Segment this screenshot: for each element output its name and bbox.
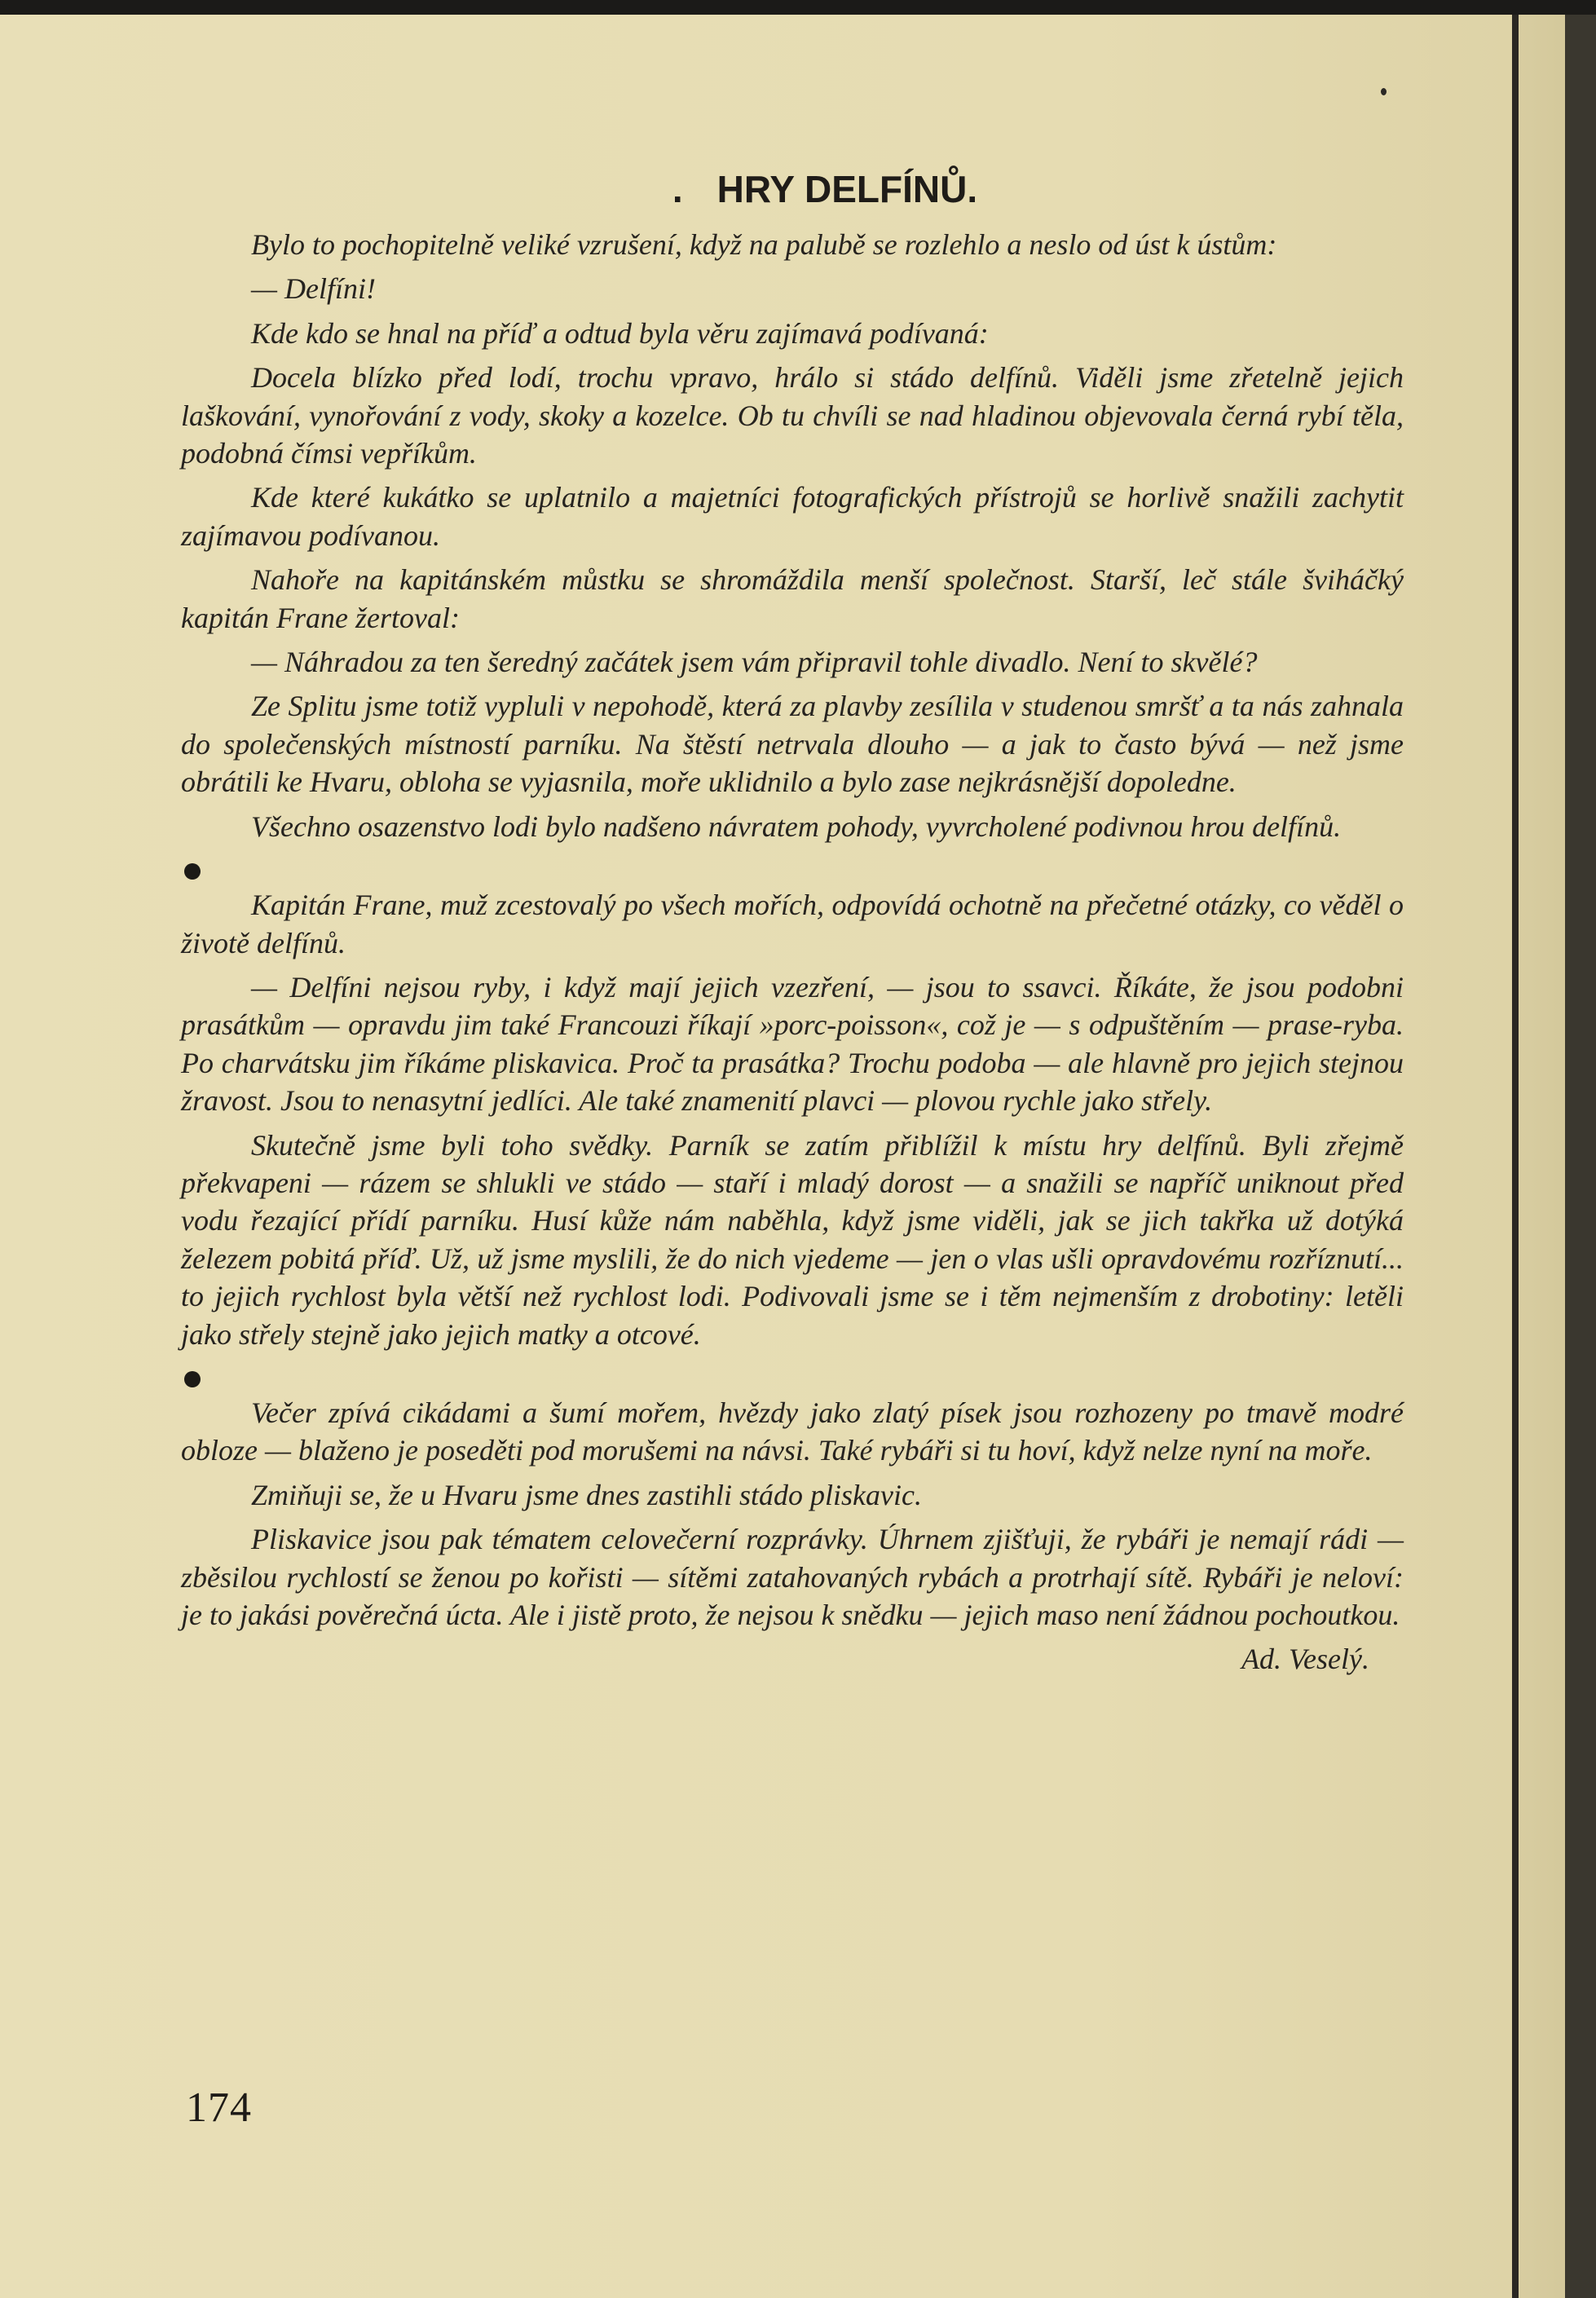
title-text: HRY DELFÍNŮ. bbox=[716, 168, 978, 210]
paragraph: Kde kdo se hnal na příď a odtud byla věru zajímavá podívaná: bbox=[251, 316, 989, 350]
section-bullet-icon bbox=[184, 1371, 201, 1387]
author-signature: Ad. Veselý. bbox=[1241, 1643, 1369, 1676]
paragraph: Skutečně jsme byli toho svědky. Parník se zatím přiblížil k místu hry delfínů. Byli zřejmě překvapeni — rázem se shlukli ve stádo — staří i mladý dorost — a snažili se napříč uniknout před vodu řezající přídí parníku. Husí kůže nám naběhla, když jsme viděli, jak se jich takřka už dotýká železem pobitá příď. Už, už jsme myslili, že do nich vjedeme — jen o vlas ušli opravdovému rozříznutí... to jejich rychlost byla větší než rychlost lodi. Podivovali jsme se i těm nejmenším z drobotiny: letěli jako střely stejně jako jejich matky a otcové. bbox=[181, 1128, 1404, 1351]
article-title bbox=[181, 167, 1404, 211]
paragraph: Kapitán Frane, muž zcestovalý po všech mořích, odpovídá ochotně na přečetné otázky, co věděl o životě delfínů. bbox=[181, 889, 1404, 959]
paragraph: Docela blízko před lodí, trochu vpravo, hrálo si stádo delfínů. Viděli jsme zřetelně jejich laškování, vynořování z vody, skoky a kozelce. Ob tu chvíli se nad hladinou objevovala černá rybí těla, podobná čímsi vepříkům. bbox=[181, 361, 1404, 470]
paragraph: Všechno osazenstvo lodi bylo nadšeno návratem pohody, vyvrcholené podivnou hrou delfínů. bbox=[251, 809, 1342, 843]
paragraph: Zmiňuji se, že u Hvaru jsme dnes zastihli stádo pliskavic. bbox=[251, 1478, 922, 1511]
article bbox=[181, 167, 1404, 1678]
ink-speck bbox=[1381, 88, 1387, 95]
paragraph: — Delfíni! bbox=[251, 272, 376, 306]
page-number: 174 bbox=[186, 2084, 252, 2131]
section-bullet-icon bbox=[184, 863, 201, 880]
page-spine bbox=[1512, 15, 1519, 2298]
title-dot: . bbox=[672, 168, 683, 210]
paragraph: Bylo to pochopitelně veliké vzrušení, když na palubě se rozlehlo a neslo od úst k ústům: bbox=[251, 228, 1277, 261]
paragraph: — Náhradou za ten šeredný začátek jsem vám připravil tohle divadlo. Není to skvělé? bbox=[251, 646, 1258, 679]
paragraph: Nahoře na kapitánském můstku se shromáždila menší společnost. Starší, leč stále šviháčký kapitán Frane žertoval: bbox=[181, 563, 1404, 634]
paragraph: Večer zpívá cikádami a šumí mořem, hvězdy jako zlatý písek jsou rozhozeny po tmavě modré obloze — blaženo je poseděti pod morušemi na návsi. Také rybáři si tu hoví, když nelze nyní na moře. bbox=[181, 1396, 1404, 1467]
paragraph: Ze Splitu jsme totiž vypluli v nepohodě, která za plavby zesílila v studenou smršť a ta nás zahnala do společenských místností parníku. Na štěstí netrvala dlouho — a jak to často bývá — než jsme obrátili ke Hvaru, obloha se vyjasnila, moře uklidnilo a bylo zase nejkrásnější dopoledne. bbox=[181, 690, 1404, 799]
scan-border bbox=[1565, 15, 1596, 2298]
paragraph: — Delfíni nejsou ryby, i když mají jejich vzezření, — jsou to ssavci. Říkáte, že jsou podobni prasátkům — opravdu jim také Francouzi říkají »porc-poisson«, což je — s odpuštěním — prase-ryba. Po charvátsku jim říkáme pliskavica. Proč ta prasátka? Trochu podoba — ale hlavně pro jejich stejnou žravost. Jsou to nenasytní jedlíci. Ale také znamenití plavci — plovou rychle jako střely. bbox=[181, 970, 1404, 1118]
paragraph: Pliskavice jsou pak tématem celovečerní rozprávky. Úhrnem zjišťuji, že rybáři je nemají rádi — zběsilou rychlostí se ženou po kořisti — sítěmi zatahovaných rybách a protrhají sítě. Rybáři je neloví: je to jakási pověrečná úcta. Ale i jistě proto, že nejsou k snědku — jejich maso není žádnou pochoutkou. bbox=[181, 1523, 1404, 1631]
paragraph: Kde které kukátko se uplatnilo a majetníci fotografických přístrojů se horlivě snažili zachytit zajímavou podívanou. bbox=[181, 481, 1404, 552]
